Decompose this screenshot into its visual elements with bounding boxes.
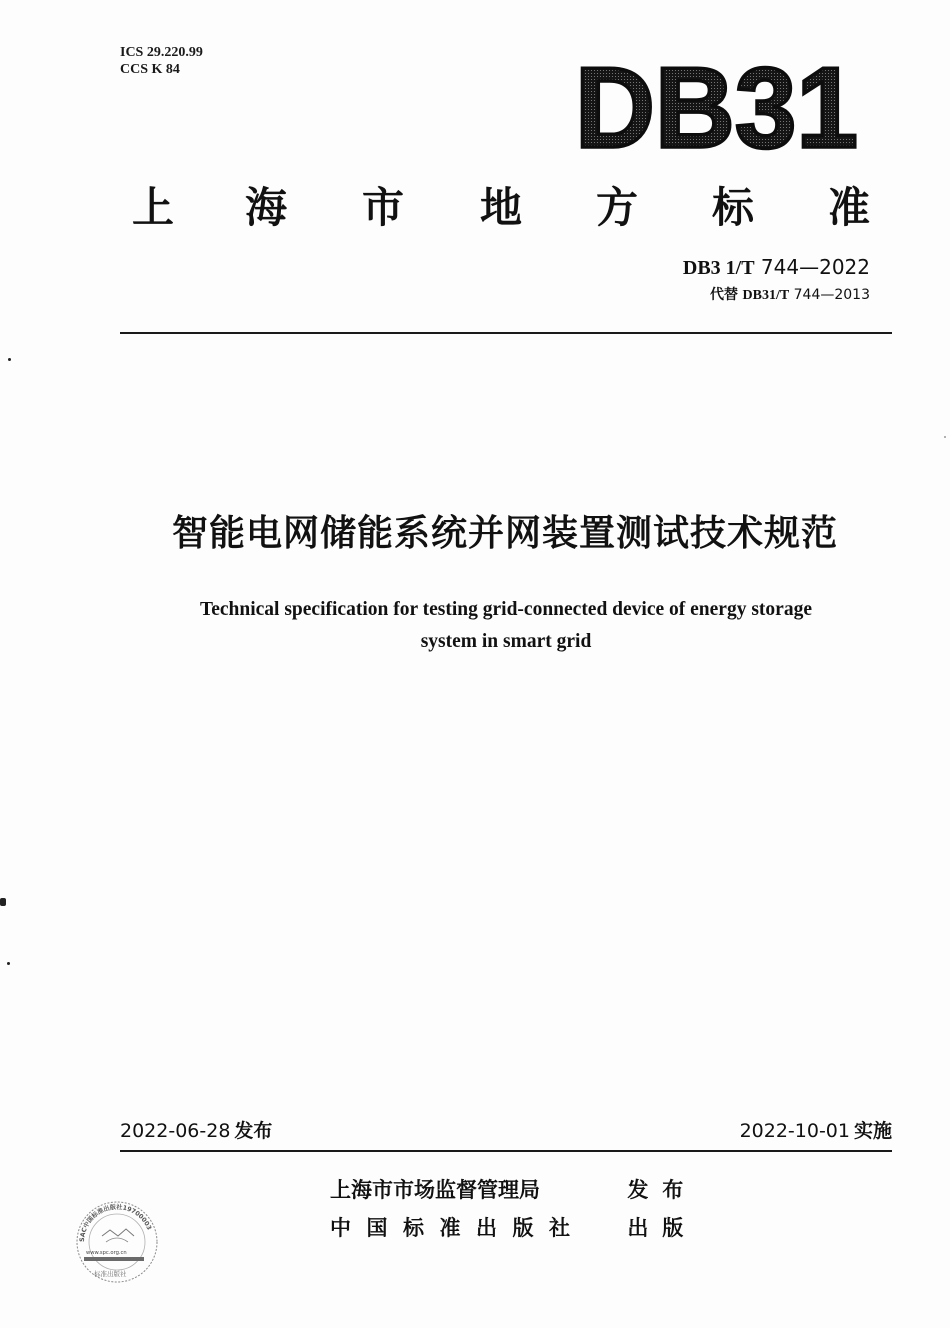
footer-rule	[120, 1150, 892, 1152]
replaces-line	[710, 286, 870, 305]
ccs-code: CCS K 84	[120, 62, 180, 77]
issuer-org: 中国标准出版社	[330, 1216, 586, 1240]
scan-speck	[944, 436, 946, 438]
standard-type-char: 准	[828, 183, 871, 232]
scan-speck	[0, 898, 6, 906]
issuer-org: 上海市市场监督管理局	[330, 1178, 540, 1202]
issue-date-value: 2022-06-28	[120, 1120, 231, 1142]
standard-type-char: 市	[362, 183, 405, 232]
standard-type-char: 方	[596, 183, 639, 232]
standard-type-char: 标	[712, 183, 755, 232]
issuer-row	[330, 1176, 697, 1204]
implementation-date-label: 实施	[853, 1120, 892, 1142]
issuer-action: 发布	[627, 1178, 698, 1202]
title-english	[0, 594, 950, 658]
classification-codes	[120, 44, 203, 78]
header-rule	[120, 332, 892, 334]
standard-type-heading	[120, 180, 890, 240]
title-english-line: system in smart grid	[420, 631, 592, 652]
issuer-row	[330, 1214, 697, 1242]
seal-line-2: 标准出版社	[94, 1270, 127, 1278]
replaces-label: 代替	[710, 287, 739, 303]
scan-speck	[7, 962, 10, 965]
title-chinese: 智能电网储能系统并网装置测试技术规范	[171, 513, 838, 554]
title-english-line: Technical specification for testing grid-connected device of energy storage	[200, 599, 812, 620]
standard-type-char: 海	[245, 183, 288, 232]
seal-ring-text: SAC中国标准出版社19700003	[78, 1203, 153, 1243]
standard-type-char: 上	[132, 183, 175, 232]
issue-date-label: 发布	[234, 1120, 273, 1142]
issue-date	[120, 1118, 272, 1144]
ics-code: ICS 29.220.99	[120, 45, 203, 60]
implementation-date-value: 2022-10-01	[739, 1120, 850, 1142]
replaces-number: 744—2013	[793, 287, 870, 303]
seal-line-1: www.spc.org.cn	[86, 1250, 127, 1256]
standard-type-char: 地	[480, 183, 523, 232]
replaces-prefix: DB31/T	[742, 288, 790, 303]
db31-mark	[575, 36, 860, 156]
scan-speck	[8, 358, 11, 361]
implementation-date	[740, 1118, 892, 1144]
issuer-action: 出版	[627, 1216, 698, 1240]
publisher-seal-icon	[72, 1196, 162, 1288]
standard-number-value: 744—2022	[760, 255, 870, 279]
standard-number	[683, 255, 870, 280]
standard-number-prefix: DB3 1/T	[682, 257, 755, 279]
db31-mark-text: DB31	[575, 45, 858, 156]
